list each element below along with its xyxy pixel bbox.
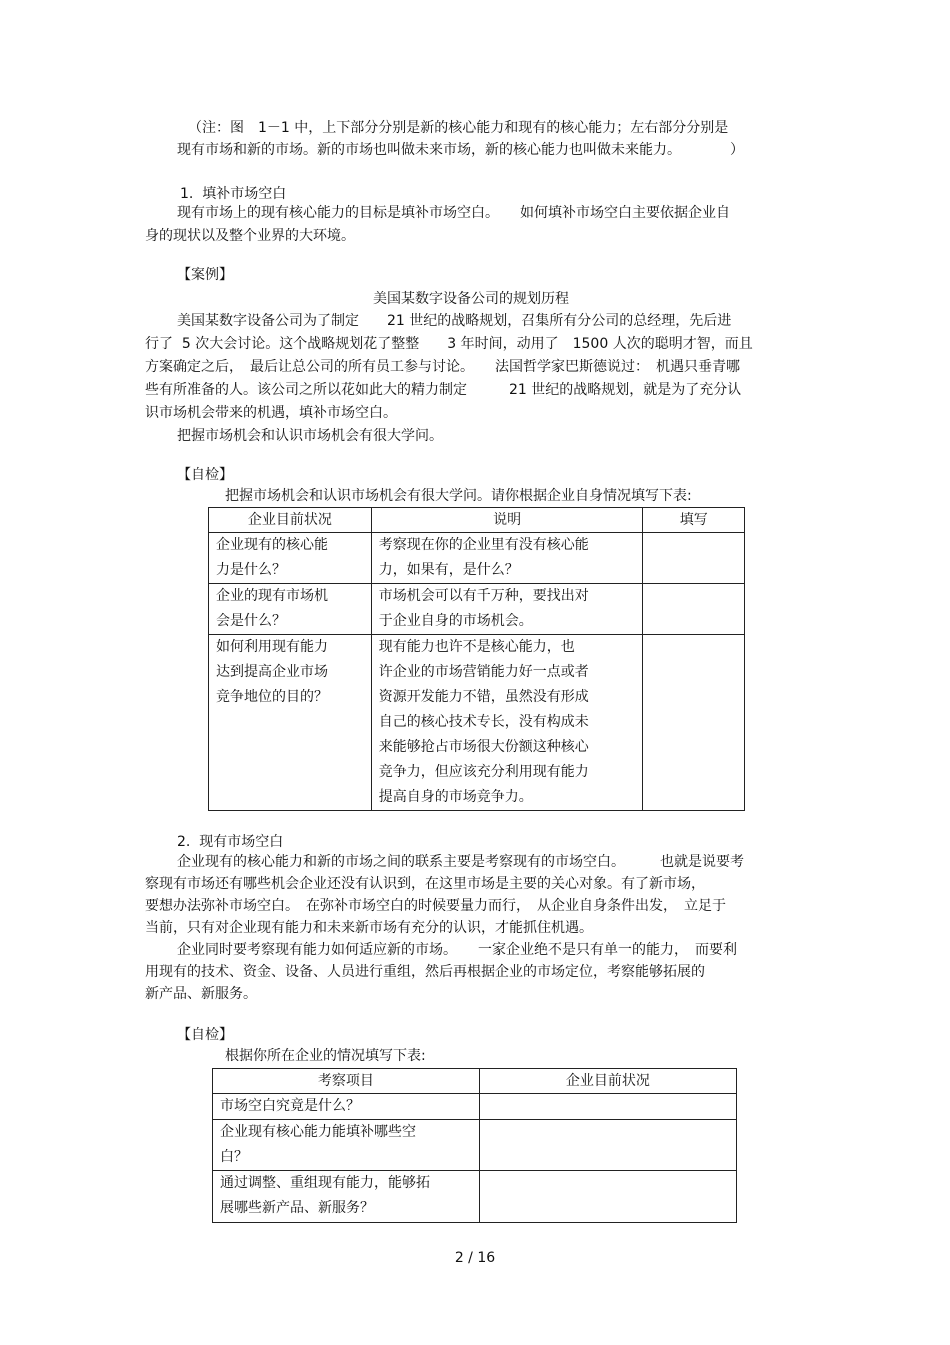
column-header: 说明 bbox=[371, 508, 643, 533]
fill-in-cell[interactable] bbox=[643, 635, 745, 811]
cell-line: 达到提高企业市场 bbox=[216, 664, 328, 680]
table-row bbox=[209, 635, 745, 811]
note-line-2: 现有市场和新的市场。新的市场也叫做未来市场，新的核心能力也叫做未来能力。 ） bbox=[177, 142, 744, 158]
status-fill-cell[interactable] bbox=[479, 1120, 736, 1171]
cell-line: 许企业的市场营销能力好一点或者 bbox=[378, 664, 589, 680]
status-cell bbox=[209, 584, 372, 635]
case-title: 美国某数字设备公司的规划历程 bbox=[373, 291, 569, 307]
note-line-1: （注：图 1－1 中，上下部分分别是新的核心能力和现有的核心能力；左右部分分别是 bbox=[188, 120, 729, 136]
case-label: 【案例】 bbox=[177, 267, 233, 283]
item-cell bbox=[213, 1171, 480, 1223]
section2-body2-line-3: 新产品、新服务。 bbox=[145, 986, 257, 1002]
description-cell bbox=[371, 584, 643, 635]
cell-line: 来能够抢占市场很大份额这种核心 bbox=[378, 739, 589, 755]
fill-in-cell[interactable] bbox=[643, 533, 745, 584]
check1-intro: 把握市场机会和认识市场机会有很大学问。请你根据企业自身情况填写下表: bbox=[225, 488, 692, 504]
table-row bbox=[213, 1120, 737, 1171]
check2-intro: 根据你所在企业的情况填写下表: bbox=[225, 1048, 426, 1064]
cell-line: 企业现有核心能力能填补哪些空 bbox=[220, 1124, 416, 1140]
section2-body1-line-2: 察现有市场还有哪些机会企业还没有认识到，在这里市场是主要的关心对象。有了新市场， bbox=[145, 876, 705, 892]
cell-line: 自己的核心技术专长，没有构成未 bbox=[378, 714, 589, 730]
table-row bbox=[209, 584, 745, 635]
check2-label: 【自检】 bbox=[177, 1027, 233, 1043]
cell-line: 提高自身的市场竞争力。 bbox=[378, 789, 533, 805]
cell-line: 现有能力也许不是核心能力，也 bbox=[378, 639, 575, 655]
cell-line: 白？ bbox=[220, 1149, 248, 1165]
cell-line: 于企业自身的市场机会。 bbox=[378, 613, 533, 629]
cell-line: 力，如果有，是什么？ bbox=[378, 562, 519, 578]
cell-line: 展哪些新产品、新服务？ bbox=[220, 1200, 374, 1216]
item-cell bbox=[213, 1094, 480, 1120]
section1-body-line-2: 身的现状以及整个业界的大环境。 bbox=[145, 228, 355, 244]
status-fill-cell[interactable] bbox=[479, 1094, 736, 1120]
description-cell bbox=[371, 533, 643, 584]
case-body-line-1: 美国某数字设备公司为了制定 21 世纪的战略规划，召集所有分公司的总经理，先后进 bbox=[177, 313, 732, 329]
section1-body-line-1: 现有市场上的现有核心能力的目标是填补市场空白。 如何填补市场空白主要依据企业自 bbox=[177, 205, 730, 221]
cell-line: 如何利用现有能力 bbox=[216, 639, 328, 655]
section2-body1-line-3: 要想办法弥补市场空白。 在弥补市场空白的时候要量力而行， 从企业自身条件出发， 立足于 bbox=[145, 898, 726, 914]
table-row bbox=[213, 1094, 737, 1120]
status-cell bbox=[209, 533, 372, 584]
column-header: 企业目前状况 bbox=[209, 508, 372, 533]
case-body-line-5: 识市场机会带来的机遇，填补市场空白。 bbox=[145, 405, 397, 421]
cell-line: 力是什么？ bbox=[216, 562, 286, 578]
cell-line: 竞争地位的目的？ bbox=[216, 689, 328, 705]
section2-body1-line-1: 企业现有的核心能力和新的市场之间的联系主要是考察现有的市场空白。 也就是说要考 bbox=[177, 854, 744, 870]
cell-line: 竞争力，但应该充分利用现有能力 bbox=[378, 764, 589, 780]
description-cell bbox=[371, 635, 643, 811]
section2-body1-line-4: 当前，只有对企业现有能力和未来新市场有充分的认识，才能抓住机遇。 bbox=[145, 920, 593, 936]
case-body-line-2: 行了 5 次大会讨论。这个战略规划花了整整 3 年时间，动用了 1500 人次的聪明才智，而且 bbox=[145, 336, 753, 352]
cell-line: 会是什么？ bbox=[216, 613, 286, 629]
cell-line: 通过调整、重组现有能力，能够拓 bbox=[220, 1175, 430, 1191]
section2-heading: 2. 现有市场空白 bbox=[177, 834, 284, 850]
item-cell bbox=[213, 1120, 480, 1171]
cell-line: 考察现在你的企业里有没有核心能 bbox=[378, 537, 589, 553]
case-body-line-4: 些有所准备的人。该公司之所以花如此大的精力制定 21 世纪的战略规划，就是为了充分认 bbox=[145, 382, 742, 398]
check1-label: 【自检】 bbox=[177, 467, 233, 483]
column-header: 填写 bbox=[643, 508, 745, 533]
column-header: 考察项目 bbox=[213, 1069, 480, 1094]
case-body-line-6: 把握市场机会和认识市场机会有很大学问。 bbox=[177, 428, 443, 444]
cell-line: 资源开发能力不错，虽然没有形成 bbox=[378, 689, 589, 705]
cell-line: 企业的现有市场机 bbox=[216, 588, 328, 604]
check1-table bbox=[208, 507, 745, 811]
status-cell bbox=[209, 635, 372, 811]
fill-in-cell[interactable] bbox=[643, 584, 745, 635]
cell-line: 市场空白究竟是什么？ bbox=[220, 1098, 360, 1114]
case-body-line-3: 方案确定之后， 最后让总公司的所有员工参与讨论。 法国哲学家巴斯德说过： 机遇只垂青哪 bbox=[145, 359, 740, 375]
table-row bbox=[209, 533, 745, 584]
page-number: 2 / 16 bbox=[454, 1250, 496, 1266]
section1-heading: 1. 填补市场空白 bbox=[180, 186, 287, 202]
table-header-row bbox=[209, 508, 745, 533]
column-header: 企业目前状况 bbox=[479, 1069, 736, 1094]
table-header-row bbox=[213, 1069, 737, 1094]
cell-line: 企业现有的核心能 bbox=[216, 537, 328, 553]
cell-line: 市场机会可以有千万种，要找出对 bbox=[378, 588, 589, 604]
section2-body2-line-1: 企业同时要考察现有能力如何适应新的市场。 一家企业绝不是只有单一的能力， 而要利 bbox=[177, 942, 737, 958]
check2-table bbox=[212, 1068, 737, 1223]
table-row bbox=[213, 1171, 737, 1223]
section2-body2-line-2: 用现有的技术、资金、设备、人员进行重组，然后再根据企业的市场定位，考察能够拓展的 bbox=[145, 964, 705, 980]
status-fill-cell[interactable] bbox=[479, 1171, 736, 1223]
